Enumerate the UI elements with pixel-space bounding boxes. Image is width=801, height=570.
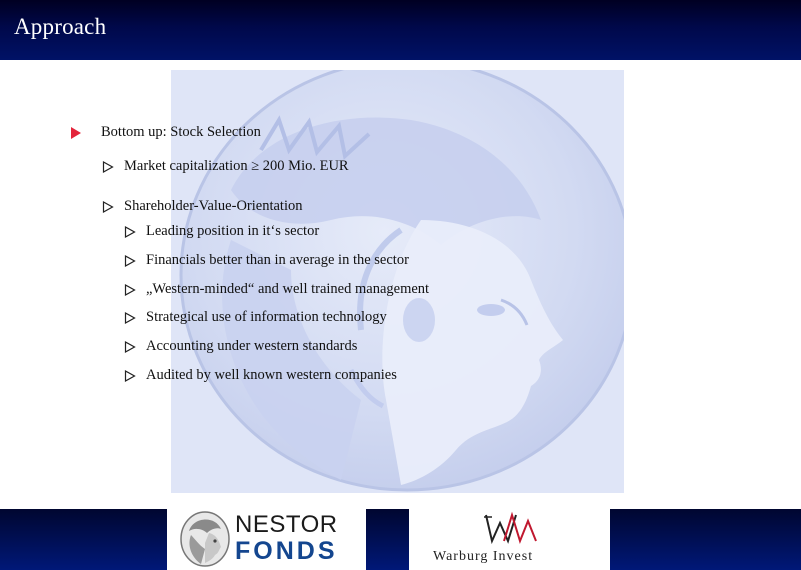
warburg-logo-text: Warburg Invest	[433, 549, 534, 564]
outline-right-triangle-icon	[124, 312, 136, 324]
nestor-fonds-logo	[167, 509, 366, 570]
list-item	[146, 223, 319, 240]
outline-right-triangle-icon	[124, 255, 136, 267]
outline-right-triangle-icon	[102, 201, 114, 213]
bullet-text: Bottom up: Stock Selection	[101, 124, 261, 140]
nestor-logo-line2: FONDS	[235, 537, 338, 565]
list-item	[146, 367, 397, 384]
bullet-text: „Western-minded“ and well trained management	[146, 281, 430, 297]
outline-right-triangle-icon	[124, 370, 136, 382]
bullet-text: Leading position in it‘s sector	[146, 223, 320, 239]
nestor-head-icon	[175, 509, 235, 570]
outline-right-triangle-icon	[102, 161, 114, 173]
outline-right-triangle-icon	[124, 284, 136, 296]
title-bar	[0, 0, 801, 60]
nestor-logo-line1: NESTOR	[235, 511, 338, 538]
list-item	[146, 309, 387, 326]
bullet-text: Audited by well known western companies	[146, 367, 397, 383]
list-item	[101, 124, 261, 141]
list-item	[124, 198, 302, 215]
page-title: Approach	[14, 14, 107, 39]
outline-right-triangle-icon	[124, 226, 136, 238]
footer-band-middle	[366, 509, 409, 570]
bullet-text: Shareholder-Value-Orientation	[124, 198, 303, 214]
list-item	[124, 158, 349, 175]
warburg-invest-logo	[409, 509, 610, 570]
bullet-text: Financials better than in average in the sector	[146, 252, 409, 268]
filled-right-triangle-icon	[70, 127, 82, 139]
bullet-text: Strategical use of information technology	[146, 309, 387, 325]
bullet-text: Accounting under western standards	[146, 338, 358, 354]
bullet-text: Market capitalization ≥ 200 Mio. EUR	[124, 158, 349, 174]
footer-band-right	[610, 509, 801, 570]
warburg-w-icon	[482, 511, 542, 545]
list-item	[146, 338, 357, 355]
list-item	[146, 252, 409, 269]
list-item	[146, 281, 429, 298]
footer-band-left	[0, 509, 167, 570]
outline-right-triangle-icon	[124, 341, 136, 353]
